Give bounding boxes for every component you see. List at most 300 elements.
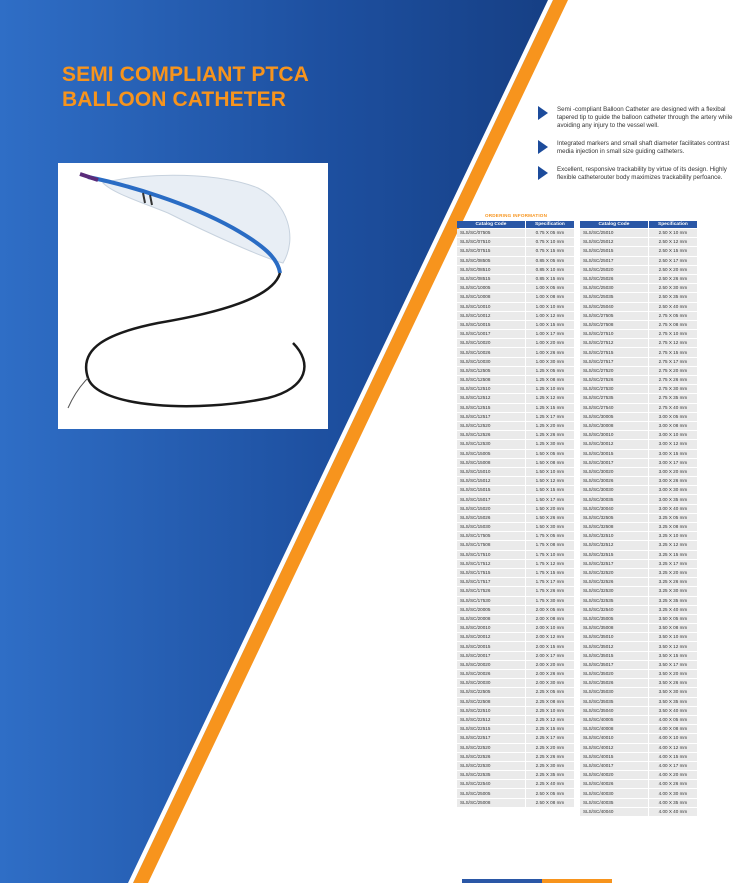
table-row: [580, 780, 697, 788]
table-row: [580, 679, 697, 687]
specification-cell: 0.85 X 05 mm: [525, 257, 574, 265]
catalog-code-cell: SLS/SC/15015: [457, 486, 525, 494]
table-row: [457, 358, 574, 366]
table-row: [580, 532, 697, 540]
catalog-code-cell: SLS/SC/27517: [580, 358, 648, 366]
header-catalog-code: Catalog Code: [457, 221, 525, 228]
specification-cell: 1.25 X 12 mm: [525, 394, 574, 402]
catalog-code-cell: SLS/SC/22520: [457, 744, 525, 752]
table-row: [580, 339, 697, 347]
table-row: [457, 266, 574, 274]
table-row: [580, 404, 697, 412]
specification-cell: 3.00 X 26 mm: [648, 477, 697, 485]
catalog-code-cell: SLS/SC/40015: [580, 753, 648, 761]
catalog-code-cell: SLS/SC/32520: [580, 569, 648, 577]
catalog-code-cell: SLS/SC/08510: [457, 266, 525, 274]
specification-cell: 3.00 X 35 mm: [648, 495, 697, 503]
catalog-code-cell: SLS/SC/27508: [580, 321, 648, 329]
specification-cell: 4.00 X 40 mm: [648, 808, 697, 816]
specification-cell: 1.50 X 30 mm: [525, 523, 574, 531]
specification-cell: 3.00 X 20 mm: [648, 468, 697, 476]
specification-cell: 2.25 X 05 mm: [525, 688, 574, 696]
catalog-code-cell: SLS/SC/10020: [457, 339, 525, 347]
specification-cell: 2.50 X 15 mm: [648, 247, 697, 255]
footer-orange-bar: [542, 879, 612, 883]
table-row: [580, 569, 697, 577]
table-row: [580, 505, 697, 513]
table-row: [457, 753, 574, 761]
specification-cell: 2.00 X 30 mm: [525, 679, 574, 687]
arrow-right-icon: [538, 140, 548, 154]
specification-cell: 2.50 X 35 mm: [648, 293, 697, 301]
catalog-code-cell: SLS/SC/25017: [580, 257, 648, 265]
specification-cell: 1.00 X 05 mm: [525, 284, 574, 292]
specification-cell: 1.25 X 15 mm: [525, 404, 574, 412]
specification-cell: 1.75 X 26 mm: [525, 587, 574, 595]
specification-cell: 3.25 X 26 mm: [648, 578, 697, 586]
catalog-code-cell: SLS/SC/30035: [580, 495, 648, 503]
catalog-code-cell: SLS/SC/30005: [580, 413, 648, 421]
table-row: [457, 404, 574, 412]
table-row: [457, 532, 574, 540]
catalog-code-cell: SLS/SC/35010: [580, 633, 648, 641]
feature-text: Excellent, responsive trackability by virtue of its design. Highly flexible catheterouter body maximizes trackability perfoance.: [557, 166, 727, 181]
header-specification: Specification: [648, 221, 697, 228]
specification-cell: 3.50 X 26 mm: [648, 679, 697, 687]
specification-cell: 3.50 X 17 mm: [648, 661, 697, 669]
table-row: [457, 394, 574, 402]
specification-cell: 1.25 X 26 mm: [525, 431, 574, 439]
feature-item: [533, 140, 733, 156]
catalog-code-cell: SLS/SC/40005: [580, 716, 648, 724]
specification-cell: 4.00 X 35 mm: [648, 799, 697, 807]
specification-cell: 2.00 X 15 mm: [525, 642, 574, 650]
specification-cell: 1.50 X 05 mm: [525, 450, 574, 458]
catalog-code-cell: SLS/SC/22517: [457, 734, 525, 742]
catalog-code-cell: SLS/SC/35012: [580, 642, 648, 650]
table-row: [457, 597, 574, 605]
specification-cell: 4.00 X 30 mm: [648, 789, 697, 797]
table-row: [580, 367, 697, 375]
title-line-1: SEMI COMPLIANT PTCA: [62, 63, 309, 86]
table-row: [457, 578, 574, 586]
specification-cell: 2.50 X 10 mm: [648, 229, 697, 237]
catalog-code-cell: SLS/SC/27515: [580, 348, 648, 356]
table-row: [457, 339, 574, 347]
table-row: [580, 725, 697, 733]
catalog-code-cell: SLS/SC/07510: [457, 238, 525, 246]
table-row: [580, 385, 697, 393]
catalog-code-cell: SLS/SC/32526: [580, 578, 648, 586]
catalog-code-cell: SLS/SC/22530: [457, 762, 525, 770]
catalog-code-cell: SLS/SC/17510: [457, 551, 525, 559]
specification-cell: 3.50 X 12 mm: [648, 642, 697, 650]
specification-cell: 3.25 X 40 mm: [648, 606, 697, 614]
catalog-code-cell: SLS/SC/40008: [580, 725, 648, 733]
specification-cell: 0.75 X 05 mm: [525, 229, 574, 237]
catalog-code-cell: SLS/SC/30015: [580, 450, 648, 458]
table-row: [580, 284, 697, 292]
catalog-code-cell: SLS/SC/40035: [580, 799, 648, 807]
catalog-code-cell: SLS/SC/35040: [580, 707, 648, 715]
footer-blue-bar: [462, 879, 542, 883]
specification-cell: 2.00 X 17 mm: [525, 652, 574, 660]
specification-cell: 2.75 X 17 mm: [648, 358, 697, 366]
specification-cell: 3.25 X 08 mm: [648, 523, 697, 531]
catalog-code-cell: SLS/SC/12517: [457, 413, 525, 421]
feature-text: Semi -compliant Balloon Catheter are designed with a flexibal tapered tip to guide the balloon catheter through the artery while avoiding any injury to the vessel well.: [557, 106, 733, 129]
catalog-code-cell: SLS/SC/25012: [580, 238, 648, 246]
catalog-code-cell: SLS/SC/25015: [580, 247, 648, 255]
catalog-code-cell: SLS/SC/30012: [580, 440, 648, 448]
specification-cell: 3.00 X 05 mm: [648, 413, 697, 421]
table-row: [457, 505, 574, 513]
catalog-code-cell: SLS/SC/25040: [580, 303, 648, 311]
specification-cell: 2.25 X 26 mm: [525, 753, 574, 761]
table-row: [457, 551, 574, 559]
table-row: [580, 789, 697, 797]
table-row: [457, 293, 574, 301]
specification-cell: 1.25 X 10 mm: [525, 385, 574, 393]
catalog-code-cell: SLS/SC/12520: [457, 422, 525, 430]
specification-cell: 2.75 X 15 mm: [648, 348, 697, 356]
table-row: [580, 716, 697, 724]
specification-cell: 2.00 X 05 mm: [525, 606, 574, 614]
table-row: [457, 799, 574, 807]
table-row: [457, 587, 574, 595]
arrow-right-icon: [538, 106, 548, 120]
specification-cell: 2.50 X 20 mm: [648, 266, 697, 274]
specification-cell: 4.00 X 05 mm: [648, 716, 697, 724]
catalog-code-cell: SLS/SC/32515: [580, 551, 648, 559]
specification-cell: 1.75 X 12 mm: [525, 560, 574, 568]
table-row: [457, 367, 574, 375]
specification-cell: 2.75 X 40 mm: [648, 404, 697, 412]
catalog-code-cell: SLS/SC/25020: [580, 266, 648, 274]
table-row: [580, 321, 697, 329]
specification-cell: 1.00 X 26 mm: [525, 348, 574, 356]
catalog-code-cell: SLS/SC/25030: [580, 284, 648, 292]
table-row: [457, 670, 574, 678]
table-row: [580, 431, 697, 439]
catalog-code-cell: SLS/SC/10005: [457, 284, 525, 292]
table-row: [580, 808, 697, 816]
specification-cell: 1.00 X 15 mm: [525, 321, 574, 329]
specification-cell: 1.50 X 12 mm: [525, 477, 574, 485]
specification-cell: 2.75 X 26 mm: [648, 376, 697, 384]
specification-cell: 3.50 X 10 mm: [648, 633, 697, 641]
catalog-code-cell: SLS/SC/22535: [457, 771, 525, 779]
specification-cell: 3.25 X 30 mm: [648, 587, 697, 595]
catalog-code-cell: SLS/SC/15010: [457, 468, 525, 476]
table-row: [580, 551, 697, 559]
catalog-code-cell: SLS/SC/40026: [580, 780, 648, 788]
specification-cell: 3.50 X 20 mm: [648, 670, 697, 678]
table-row: [457, 789, 574, 797]
table-row: [580, 303, 697, 311]
table-row: [457, 330, 574, 338]
table-row: [580, 450, 697, 458]
specification-cell: 2.50 X 05 mm: [525, 789, 574, 797]
specification-cell: 2.25 X 10 mm: [525, 707, 574, 715]
specification-cell: 3.25 X 20 mm: [648, 569, 697, 577]
table-row: [580, 394, 697, 402]
table-row: [457, 229, 574, 237]
specification-cell: 1.50 X 10 mm: [525, 468, 574, 476]
table-row: [457, 771, 574, 779]
specification-cell: 2.75 X 05 mm: [648, 312, 697, 320]
catalog-code-cell: SLS/SC/10026: [457, 348, 525, 356]
specification-cell: 2.00 X 10 mm: [525, 624, 574, 632]
table-row: [457, 468, 574, 476]
specification-cell: 0.75 X 15 mm: [525, 247, 574, 255]
table-header-row: [457, 221, 574, 228]
specification-cell: 0.75 X 10 mm: [525, 238, 574, 246]
catalog-code-cell: SLS/SC/32517: [580, 560, 648, 568]
catalog-code-cell: SLS/SC/10012: [457, 312, 525, 320]
catalog-code-cell: SLS/SC/32510: [580, 532, 648, 540]
features-list: [533, 106, 733, 192]
table-row: [457, 321, 574, 329]
table-row: [457, 257, 574, 265]
specification-cell: 1.50 X 15 mm: [525, 486, 574, 494]
catalog-code-cell: SLS/SC/20026: [457, 670, 525, 678]
specification-cell: 4.00 X 26 mm: [648, 780, 697, 788]
table-row: [580, 560, 697, 568]
specification-cell: 4.00 X 10 mm: [648, 734, 697, 742]
catalog-code-cell: SLS/SC/15017: [457, 495, 525, 503]
specification-cell: 2.25 X 35 mm: [525, 771, 574, 779]
specification-cell: 1.00 X 20 mm: [525, 339, 574, 347]
specification-cell: 4.00 X 20 mm: [648, 771, 697, 779]
specification-cell: 2.00 X 08 mm: [525, 615, 574, 623]
specification-cell: 2.75 X 12 mm: [648, 339, 697, 347]
catalog-code-cell: SLS/SC/30030: [580, 486, 648, 494]
table-row: [457, 450, 574, 458]
catalog-table-left: [457, 220, 574, 808]
table-row: [457, 725, 574, 733]
specification-cell: 2.50 X 17 mm: [648, 257, 697, 265]
catalog-code-cell: SLS/SC/35015: [580, 652, 648, 660]
catalog-code-cell: SLS/SC/12530: [457, 440, 525, 448]
table-row: [580, 799, 697, 807]
catalog-code-cell: SLS/SC/12526: [457, 431, 525, 439]
catalog-code-cell: SLS/SC/35005: [580, 615, 648, 623]
table-row: [580, 275, 697, 283]
specification-cell: 1.50 X 26 mm: [525, 514, 574, 522]
specification-cell: 1.00 X 10 mm: [525, 303, 574, 311]
catalog-code-cell: SLS/SC/40010: [580, 734, 648, 742]
specification-cell: 2.00 X 26 mm: [525, 670, 574, 678]
table-row: [580, 587, 697, 595]
specification-cell: 1.75 X 10 mm: [525, 551, 574, 559]
table-row: [580, 744, 697, 752]
catalog-code-cell: SLS/SC/10010: [457, 303, 525, 311]
catalog-code-cell: SLS/SC/08515: [457, 275, 525, 283]
specification-cell: 1.75 X 17 mm: [525, 578, 574, 586]
specification-cell: 2.75 X 30 mm: [648, 385, 697, 393]
catalog-code-cell: SLS/SC/35008: [580, 624, 648, 632]
specification-cell: 4.00 X 12 mm: [648, 744, 697, 752]
catalog-code-cell: SLS/SC/15005: [457, 450, 525, 458]
catalog-code-cell: SLS/SC/27512: [580, 339, 648, 347]
title-line-2: BALLOON CATHETER: [62, 88, 287, 111]
catalog-code-cell: SLS/SC/32535: [580, 597, 648, 605]
table-row: [580, 422, 697, 430]
catalog-code-cell: SLS/SC/12510: [457, 385, 525, 393]
specification-cell: 0.85 X 10 mm: [525, 266, 574, 274]
table-row: [580, 642, 697, 650]
catalog-code-cell: SLS/SC/22540: [457, 780, 525, 788]
specification-cell: 3.00 X 30 mm: [648, 486, 697, 494]
specification-cell: 3.50 X 05 mm: [648, 615, 697, 623]
table-row: [580, 633, 697, 641]
table-row: [457, 303, 574, 311]
specification-cell: 3.00 X 15 mm: [648, 450, 697, 458]
catalog-code-cell: SLS/SC/07505: [457, 229, 525, 237]
catalog-code-cell: SLS/SC/15008: [457, 459, 525, 467]
table-row: [580, 229, 697, 237]
specification-cell: 3.00 X 08 mm: [648, 422, 697, 430]
catalog-code-cell: SLS/SC/32530: [580, 587, 648, 595]
catalog-code-cell: SLS/SC/25008: [457, 799, 525, 807]
specification-cell: 1.00 X 17 mm: [525, 330, 574, 338]
specification-cell: 3.25 X 12 mm: [648, 541, 697, 549]
specification-cell: 2.75 X 08 mm: [648, 321, 697, 329]
header-catalog-code: Catalog Code: [580, 221, 648, 228]
specification-cell: 1.75 X 15 mm: [525, 569, 574, 577]
table-row: [580, 376, 697, 384]
specification-cell: 1.00 X 08 mm: [525, 293, 574, 301]
table-row: [457, 569, 574, 577]
table-row: [457, 477, 574, 485]
table-row: [580, 661, 697, 669]
table-row: [457, 560, 574, 568]
specification-cell: 2.75 X 20 mm: [648, 367, 697, 375]
table-row: [580, 247, 697, 255]
table-row: [457, 247, 574, 255]
table-row: [580, 624, 697, 632]
catalog-code-cell: SLS/SC/32505: [580, 514, 648, 522]
table-row: [457, 661, 574, 669]
specification-cell: 3.50 X 15 mm: [648, 652, 697, 660]
specification-cell: 2.50 X 08 mm: [525, 799, 574, 807]
catalog-code-cell: SLS/SC/20017: [457, 652, 525, 660]
catalog-code-cell: SLS/SC/30040: [580, 505, 648, 513]
specification-cell: 4.00 X 17 mm: [648, 762, 697, 770]
table-row: [580, 330, 697, 338]
specification-cell: 1.75 X 08 mm: [525, 541, 574, 549]
specification-cell: 2.25 X 20 mm: [525, 744, 574, 752]
table-row: [457, 376, 574, 384]
catalog-code-cell: SLS/SC/40020: [580, 771, 648, 779]
catalog-code-cell: SLS/SC/27540: [580, 404, 648, 412]
ordering-information-label: ORDERING INFORMATION: [485, 213, 548, 218]
table-row: [580, 615, 697, 623]
table-row: [580, 670, 697, 678]
catalog-code-cell: SLS/SC/12508: [457, 376, 525, 384]
specification-cell: 2.25 X 15 mm: [525, 725, 574, 733]
catalog-code-cell: SLS/SC/17512: [457, 560, 525, 568]
table-header-row: [580, 221, 697, 228]
catalog-code-cell: SLS/SC/30008: [580, 422, 648, 430]
table-row: [457, 642, 574, 650]
catalog-code-cell: SLS/SC/30020: [580, 468, 648, 476]
catalog-code-cell: SLS/SC/10017: [457, 330, 525, 338]
catalog-code-cell: SLS/SC/20012: [457, 633, 525, 641]
specification-cell: 2.50 X 30 mm: [648, 284, 697, 292]
catalog-code-cell: SLS/SC/15020: [457, 505, 525, 513]
table-row: [580, 578, 697, 586]
table-row: [457, 615, 574, 623]
table-row: [457, 413, 574, 421]
catalog-code-cell: SLS/SC/22510: [457, 707, 525, 715]
catalog-code-cell: SLS/SC/40012: [580, 744, 648, 752]
catalog-code-cell: SLS/SC/17508: [457, 541, 525, 549]
specification-cell: 3.50 X 40 mm: [648, 707, 697, 715]
specification-cell: 1.50 X 20 mm: [525, 505, 574, 513]
catalog-code-cell: SLS/SC/22508: [457, 698, 525, 706]
catalog-code-cell: SLS/SC/22505: [457, 688, 525, 696]
table-row: [580, 468, 697, 476]
specification-cell: 2.00 X 12 mm: [525, 633, 574, 641]
table-row: [457, 688, 574, 696]
specification-cell: 2.25 X 12 mm: [525, 716, 574, 724]
table-row: [457, 698, 574, 706]
specification-cell: 1.25 X 30 mm: [525, 440, 574, 448]
specification-cell: 3.00 X 17 mm: [648, 459, 697, 467]
catalog-code-cell: SLS/SC/22512: [457, 716, 525, 724]
table-row: [457, 459, 574, 467]
catalog-code-cell: SLS/SC/10015: [457, 321, 525, 329]
catalog-code-cell: SLS/SC/27520: [580, 367, 648, 375]
catalog-code-cell: SLS/SC/35030: [580, 688, 648, 696]
catalog-code-cell: SLS/SC/25035: [580, 293, 648, 301]
catalog-code-cell: SLS/SC/20020: [457, 661, 525, 669]
catalog-code-cell: SLS/SC/17505: [457, 532, 525, 540]
catalog-code-cell: SLS/SC/20010: [457, 624, 525, 632]
table-row: [457, 431, 574, 439]
specification-cell: 1.25 X 08 mm: [525, 376, 574, 384]
catalog-code-cell: SLS/SC/10030: [457, 358, 525, 366]
table-row: [580, 688, 697, 696]
table-row: [457, 422, 574, 430]
catalog-code-cell: SLS/SC/20030: [457, 679, 525, 687]
table-row: [580, 312, 697, 320]
catalog-code-cell: SLS/SC/27530: [580, 385, 648, 393]
specification-cell: 3.00 X 12 mm: [648, 440, 697, 448]
table-row: [580, 606, 697, 614]
catalog-code-cell: SLS/SC/20008: [457, 615, 525, 623]
table-row: [457, 780, 574, 788]
table-row: [457, 275, 574, 283]
specification-cell: 1.00 X 30 mm: [525, 358, 574, 366]
header-specification: Specification: [525, 221, 574, 228]
specification-cell: 4.00 X 08 mm: [648, 725, 697, 733]
specification-cell: 1.00 X 12 mm: [525, 312, 574, 320]
table-row: [580, 238, 697, 246]
catalog-code-cell: SLS/SC/35020: [580, 670, 648, 678]
table-row: [580, 486, 697, 494]
table-row: [580, 652, 697, 660]
table-body-right: [580, 229, 697, 816]
table-row: [457, 312, 574, 320]
catalog-code-cell: SLS/SC/15030: [457, 523, 525, 531]
catalog-code-cell: SLS/SC/35035: [580, 698, 648, 706]
table-row: [457, 238, 574, 246]
catalog-code-cell: SLS/SC/40040: [580, 808, 648, 816]
catalog-code-cell: SLS/SC/40017: [580, 762, 648, 770]
